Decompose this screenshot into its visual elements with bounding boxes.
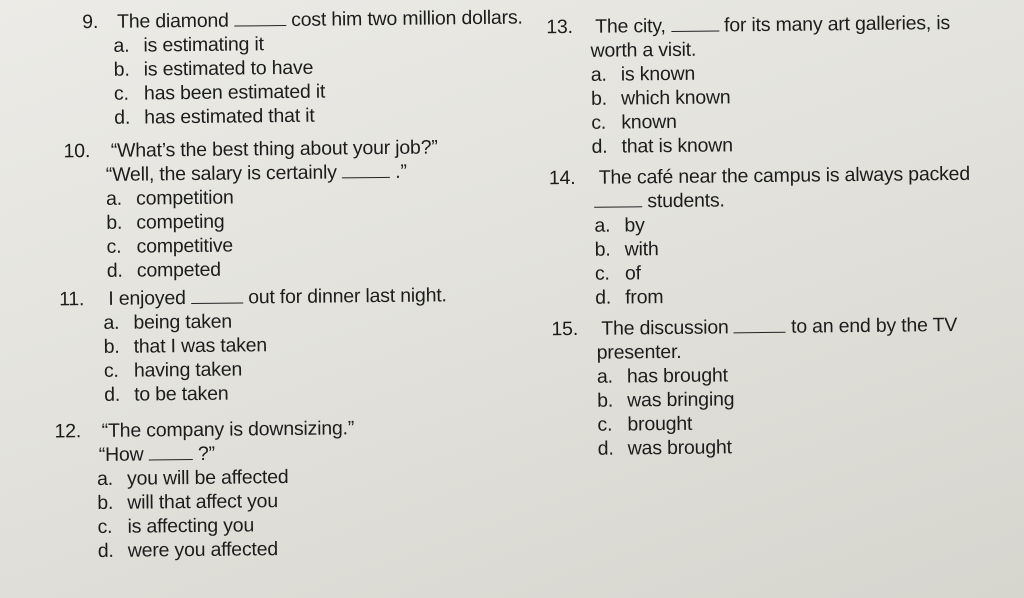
option-c: c. is affecting you bbox=[97, 514, 255, 539]
question-line-2-end: .” bbox=[395, 160, 407, 183]
option-a: a. you will be affected bbox=[96, 466, 289, 491]
options-list bbox=[552, 361, 959, 461]
question-12 bbox=[54, 416, 355, 563]
option-a: a. is known bbox=[590, 62, 696, 86]
question-line-2-start: “Well, the salary is certainly bbox=[105, 161, 337, 186]
question-line-1: “What’s the best thing about your job?” bbox=[110, 136, 438, 162]
answer-blank bbox=[191, 301, 243, 304]
option-c: c. of bbox=[594, 262, 641, 285]
question-line-1: “The company is downsizing.” bbox=[101, 417, 355, 442]
answer-blank bbox=[234, 24, 286, 27]
question-14 bbox=[549, 162, 972, 310]
question-stem-start: The discussion bbox=[601, 316, 729, 340]
question-number: 10. bbox=[63, 140, 91, 163]
question-stem-start: The city, bbox=[595, 15, 666, 38]
question-number: 12. bbox=[54, 420, 82, 443]
option-a: a. is estimating it bbox=[113, 33, 264, 57]
options-list bbox=[549, 210, 971, 310]
option-c: c. known bbox=[591, 110, 677, 134]
question-stem-end: out for dinner last night. bbox=[248, 284, 447, 309]
question-number: 13. bbox=[546, 16, 573, 39]
option-b: b. competing bbox=[106, 210, 225, 234]
option-b: b. is estimated to have bbox=[113, 56, 314, 81]
option-b: b. will that affect you bbox=[97, 490, 279, 515]
option-a: a. by bbox=[594, 214, 645, 237]
question-number: 11. bbox=[59, 288, 85, 311]
options-list bbox=[82, 30, 523, 131]
question-9 bbox=[82, 6, 524, 131]
option-d: d. was brought bbox=[597, 436, 732, 460]
question-line-2-end: students. bbox=[647, 189, 725, 213]
question-number: 14. bbox=[548, 166, 576, 190]
question-15 bbox=[551, 313, 958, 461]
answer-blank bbox=[342, 176, 390, 179]
option-a: a. has brought bbox=[596, 364, 728, 388]
option-b: b. was bringing bbox=[597, 388, 735, 412]
question-stem-end: for its many art galleries, is bbox=[723, 12, 951, 37]
answer-blank bbox=[594, 205, 642, 208]
question-number: 15. bbox=[551, 317, 579, 341]
question-line-2: presenter. bbox=[596, 340, 682, 364]
option-d: d. to be taken bbox=[104, 382, 229, 406]
question-10 bbox=[63, 135, 439, 283]
answer-blank bbox=[149, 458, 193, 460]
option-c: c. brought bbox=[597, 412, 693, 436]
question-stem-end: cost him two million dollars. bbox=[291, 6, 523, 31]
option-d: d. that is known bbox=[591, 134, 733, 158]
question-stem-start: The diamond bbox=[116, 9, 229, 33]
option-d: d. from bbox=[595, 286, 664, 309]
option-d: d. were you affected bbox=[97, 538, 279, 563]
option-d: d. has estimated that it bbox=[114, 104, 315, 129]
option-a: a. being taken bbox=[103, 310, 233, 334]
option-b: b. which known bbox=[590, 86, 731, 110]
question-11 bbox=[59, 283, 448, 407]
options-list bbox=[59, 307, 448, 407]
option-d: d. competed bbox=[106, 258, 221, 282]
question-line-2-end: ?” bbox=[197, 442, 215, 465]
option-c: c. competitive bbox=[106, 234, 234, 258]
answer-blank bbox=[671, 29, 719, 32]
question-stem-end: to an end by the TV bbox=[790, 313, 958, 338]
option-c: c. having taken bbox=[103, 358, 243, 382]
option-c: c. has been estimated it bbox=[113, 80, 326, 105]
options-list bbox=[55, 464, 356, 563]
question-line-1: The café near the campus is always packed bbox=[598, 162, 971, 189]
option-a: a. competition bbox=[105, 186, 234, 210]
question-line-2: worth a visit. bbox=[590, 38, 697, 62]
option-b: b. with bbox=[594, 238, 659, 261]
options-list bbox=[547, 59, 952, 159]
question-number: 9. bbox=[82, 10, 99, 34]
question-13 bbox=[546, 11, 951, 159]
answer-blank bbox=[734, 331, 786, 334]
question-line-2-start: “How bbox=[98, 443, 144, 466]
option-b: b. that I was taken bbox=[103, 334, 268, 358]
options-list bbox=[64, 183, 439, 283]
question-stem-start: I enjoyed bbox=[108, 287, 186, 310]
